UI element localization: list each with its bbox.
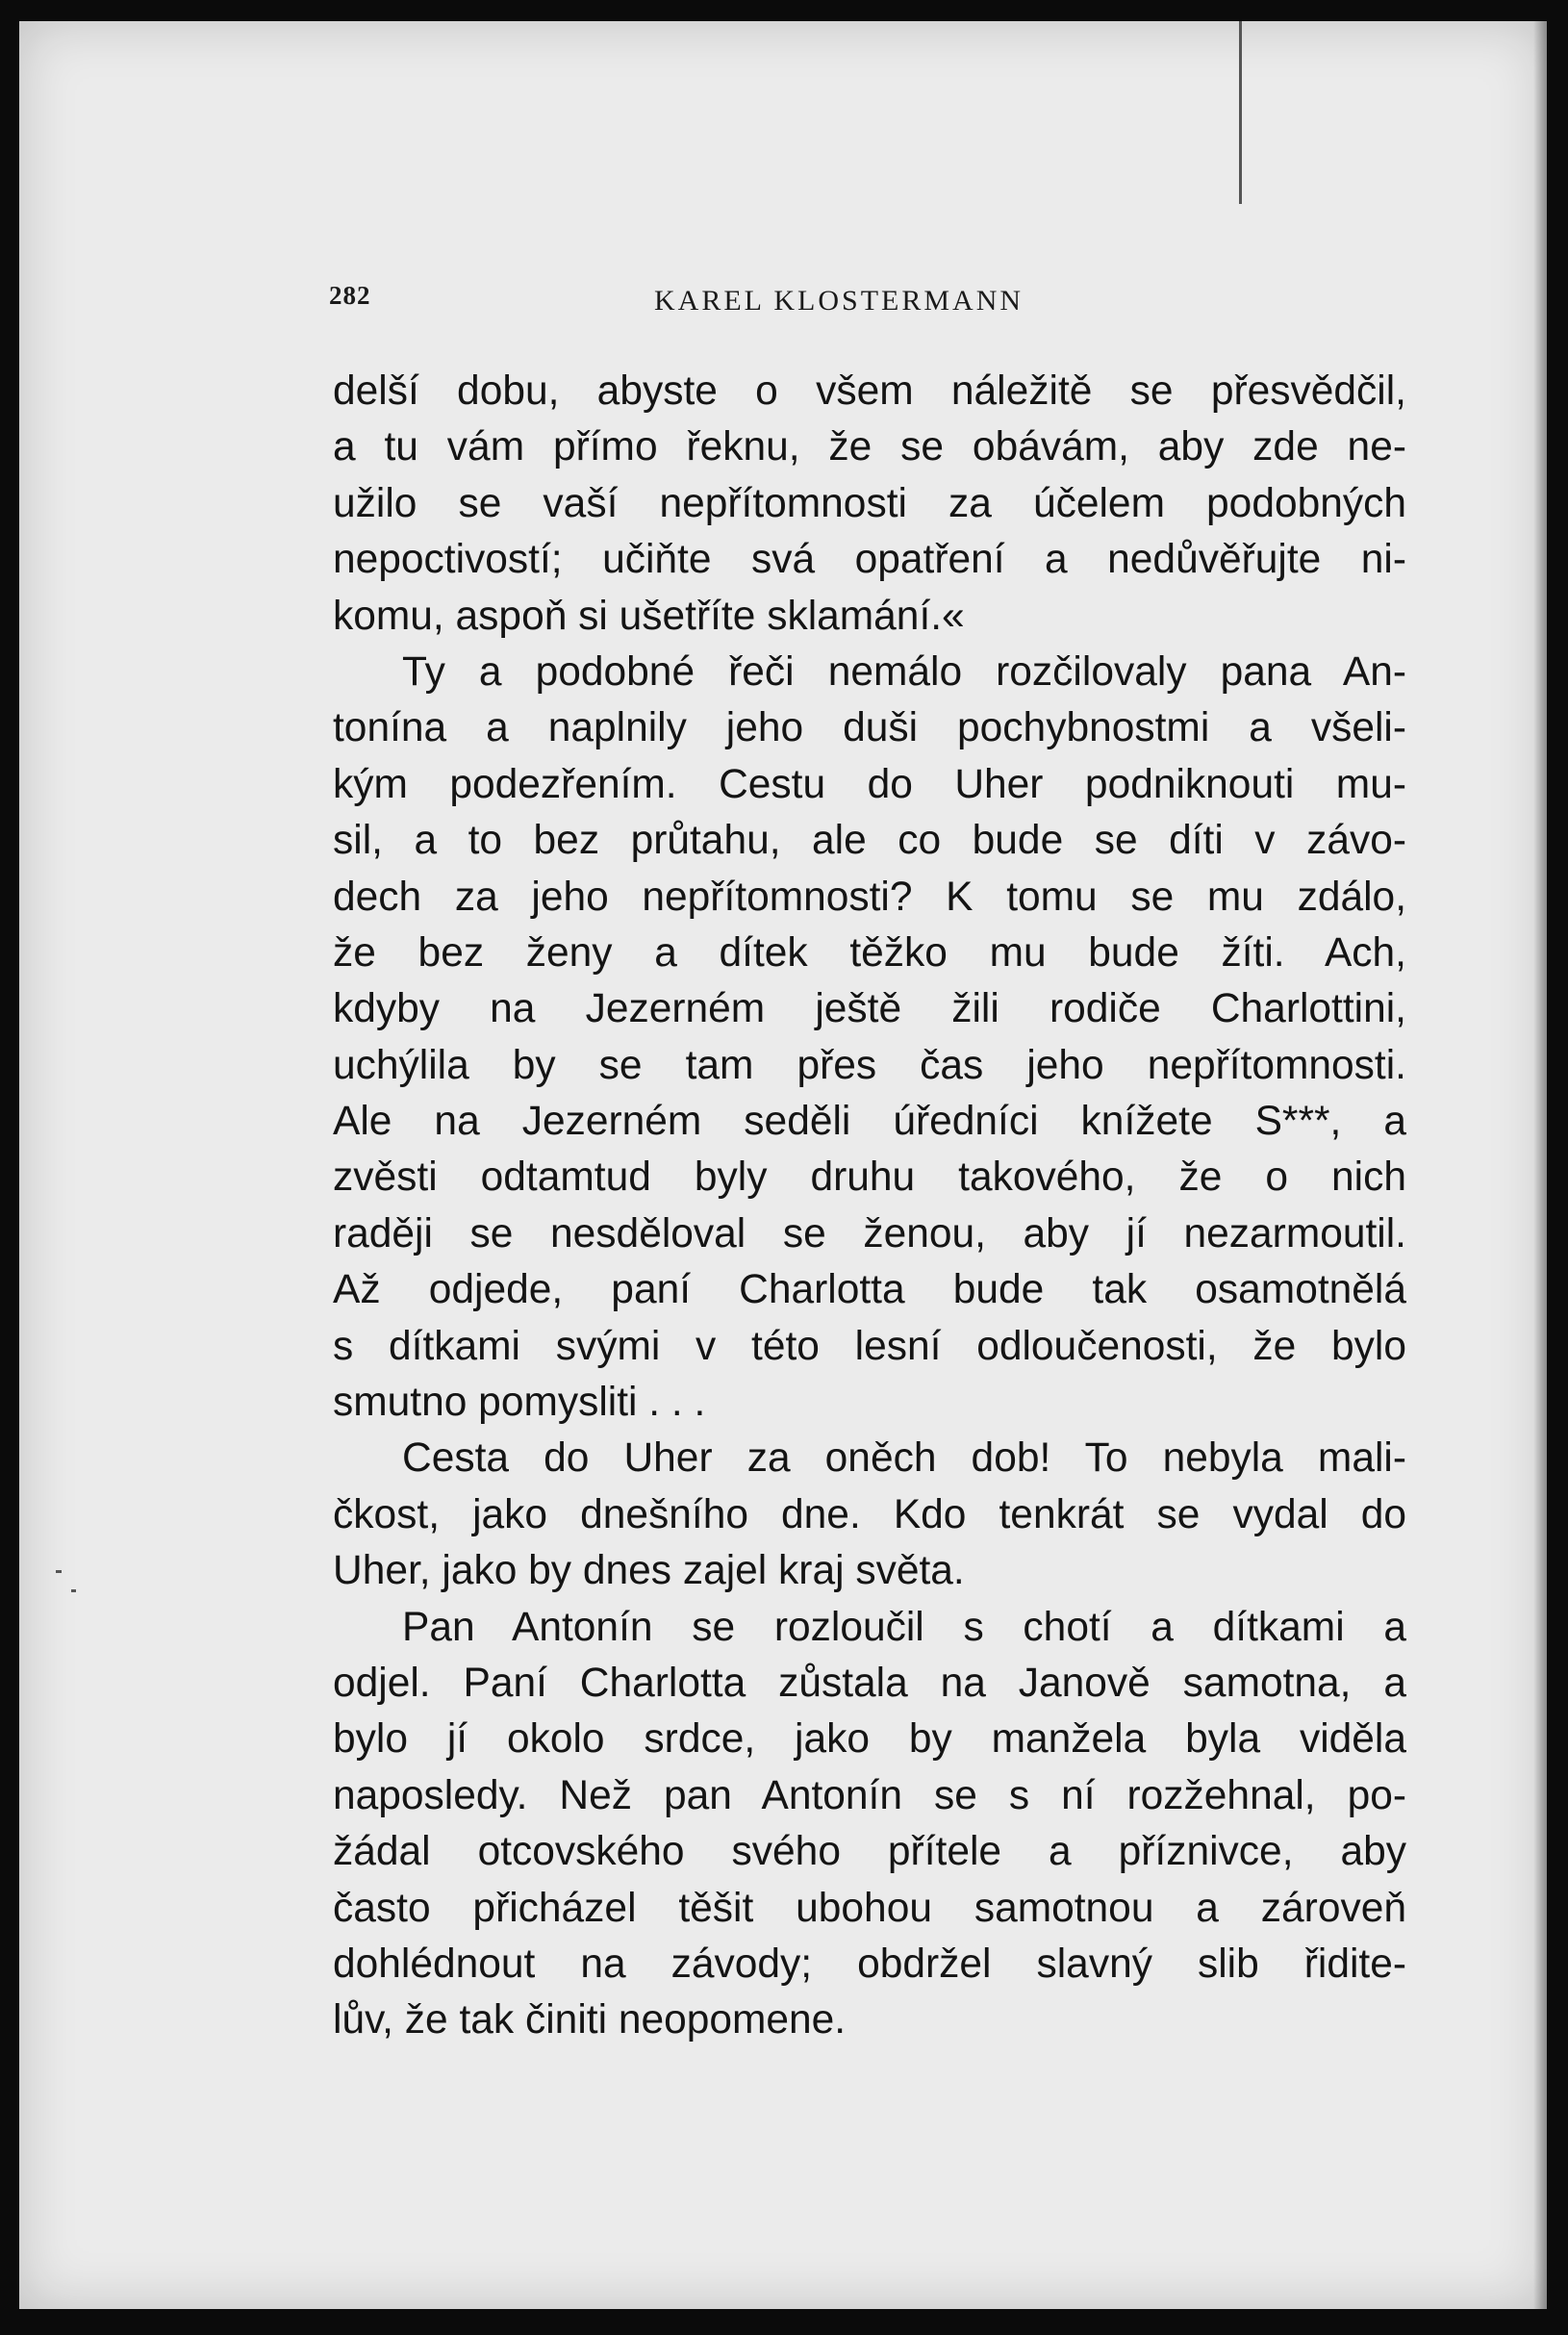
text-line: dech za jeho nepřítomnosti? K tomu se mu zdálo, [333, 874, 1406, 920]
book-page [19, 21, 1547, 2309]
running-head: KAREL KLOSTERMANN [654, 285, 1024, 317]
page-number: 282 [329, 281, 371, 310]
paragraph [333, 1600, 1406, 2049]
text-line: uchýlila by se tam přes čas jeho nepřítomnosti. [333, 1042, 1406, 1088]
body-text [333, 364, 1406, 2049]
text-line: často přicházel těšit ubohou samotnou a zároveň [333, 1885, 1406, 1931]
text-line: žádal otcovského svého přítele a příznivce, aby [333, 1829, 1406, 1875]
text-line: komu, aspoň si ušetříte sklamání.« [333, 593, 965, 639]
text-line: naposledy. Než pan Antonín se s ní rozžehnal, po- [333, 1772, 1406, 1818]
text-line: Až odjede, paní Charlotta bude tak osamotnělá [333, 1267, 1406, 1313]
text-line: raději se nesděloval se ženou, aby jí nezarmoutil. [333, 1210, 1406, 1256]
page-header [19, 281, 1547, 319]
paragraph [333, 364, 1406, 645]
text-line: že bez ženy a dítek těžko mu bude žíti. Ach, [333, 929, 1406, 976]
scan-artifact-dot [56, 1570, 62, 1573]
text-line: sil, a to bez průtahu, ale co bude se díti v závo- [333, 818, 1406, 864]
text-line: užilo se vaší nepřítomnosti za účelem podobných [333, 480, 1406, 526]
text-line: tonína a naplnily jeho duši pochybnostmi a všeli- [333, 705, 1406, 751]
scan-artifact-line [1239, 21, 1242, 204]
text-line: delší dobu, abyste o všem náležitě se přesvědčil, [333, 368, 1406, 414]
text-line: smutno pomysliti . . . [333, 1380, 706, 1426]
paragraph [333, 645, 1406, 1431]
text-line: Cesta do Uher za oněch dob! To nebyla mali- [402, 1435, 1406, 1482]
scan-artifact-dot [71, 1589, 76, 1592]
text-line: a tu vám přímo řeknu, že se obávám, aby zde ne- [333, 424, 1406, 470]
text-line: Ty a podobné řeči nemálo rozčilovaly pana An- [402, 648, 1406, 695]
text-line: čkost, jako dnešního dne. Kdo tenkrát se vydal do [333, 1491, 1406, 1537]
text-line: dohlédnout na závody; obdržel slavný slib řidite- [333, 1941, 1406, 1987]
text-line: zvěsti odtamtud byly druhu takového, že o nich [333, 1155, 1406, 1201]
text-line: Pan Antonín se rozloučil s chotí a dítkami a [402, 1604, 1406, 1650]
paragraph [333, 1431, 1406, 1599]
text-line: kdyby na Jezerném ještě žili rodiče Charlottini, [333, 986, 1406, 1032]
text-line: kým podezřením. Cestu do Uher podniknouti mu- [333, 761, 1406, 807]
text-line: lův, že tak činiti neopomene. [333, 1997, 847, 2043]
text-line: Ale na Jezerném seděli úředníci knížete S***, a [333, 1099, 1406, 1145]
text-line: nepoctivostí; učiňte svá opatření a nedůvěřujte ni- [333, 537, 1406, 583]
text-line: bylo jí okolo srdce, jako by manžela byla viděla [333, 1716, 1406, 1763]
text-line: s dítkami svými v této lesní odloučenosti, že bylo [333, 1323, 1406, 1369]
text-line: odjel. Paní Charlotta zůstala na Janově samotna, a [333, 1660, 1406, 1706]
text-line: Uher, jako by dnes zajel kraj světa. [333, 1548, 965, 1594]
